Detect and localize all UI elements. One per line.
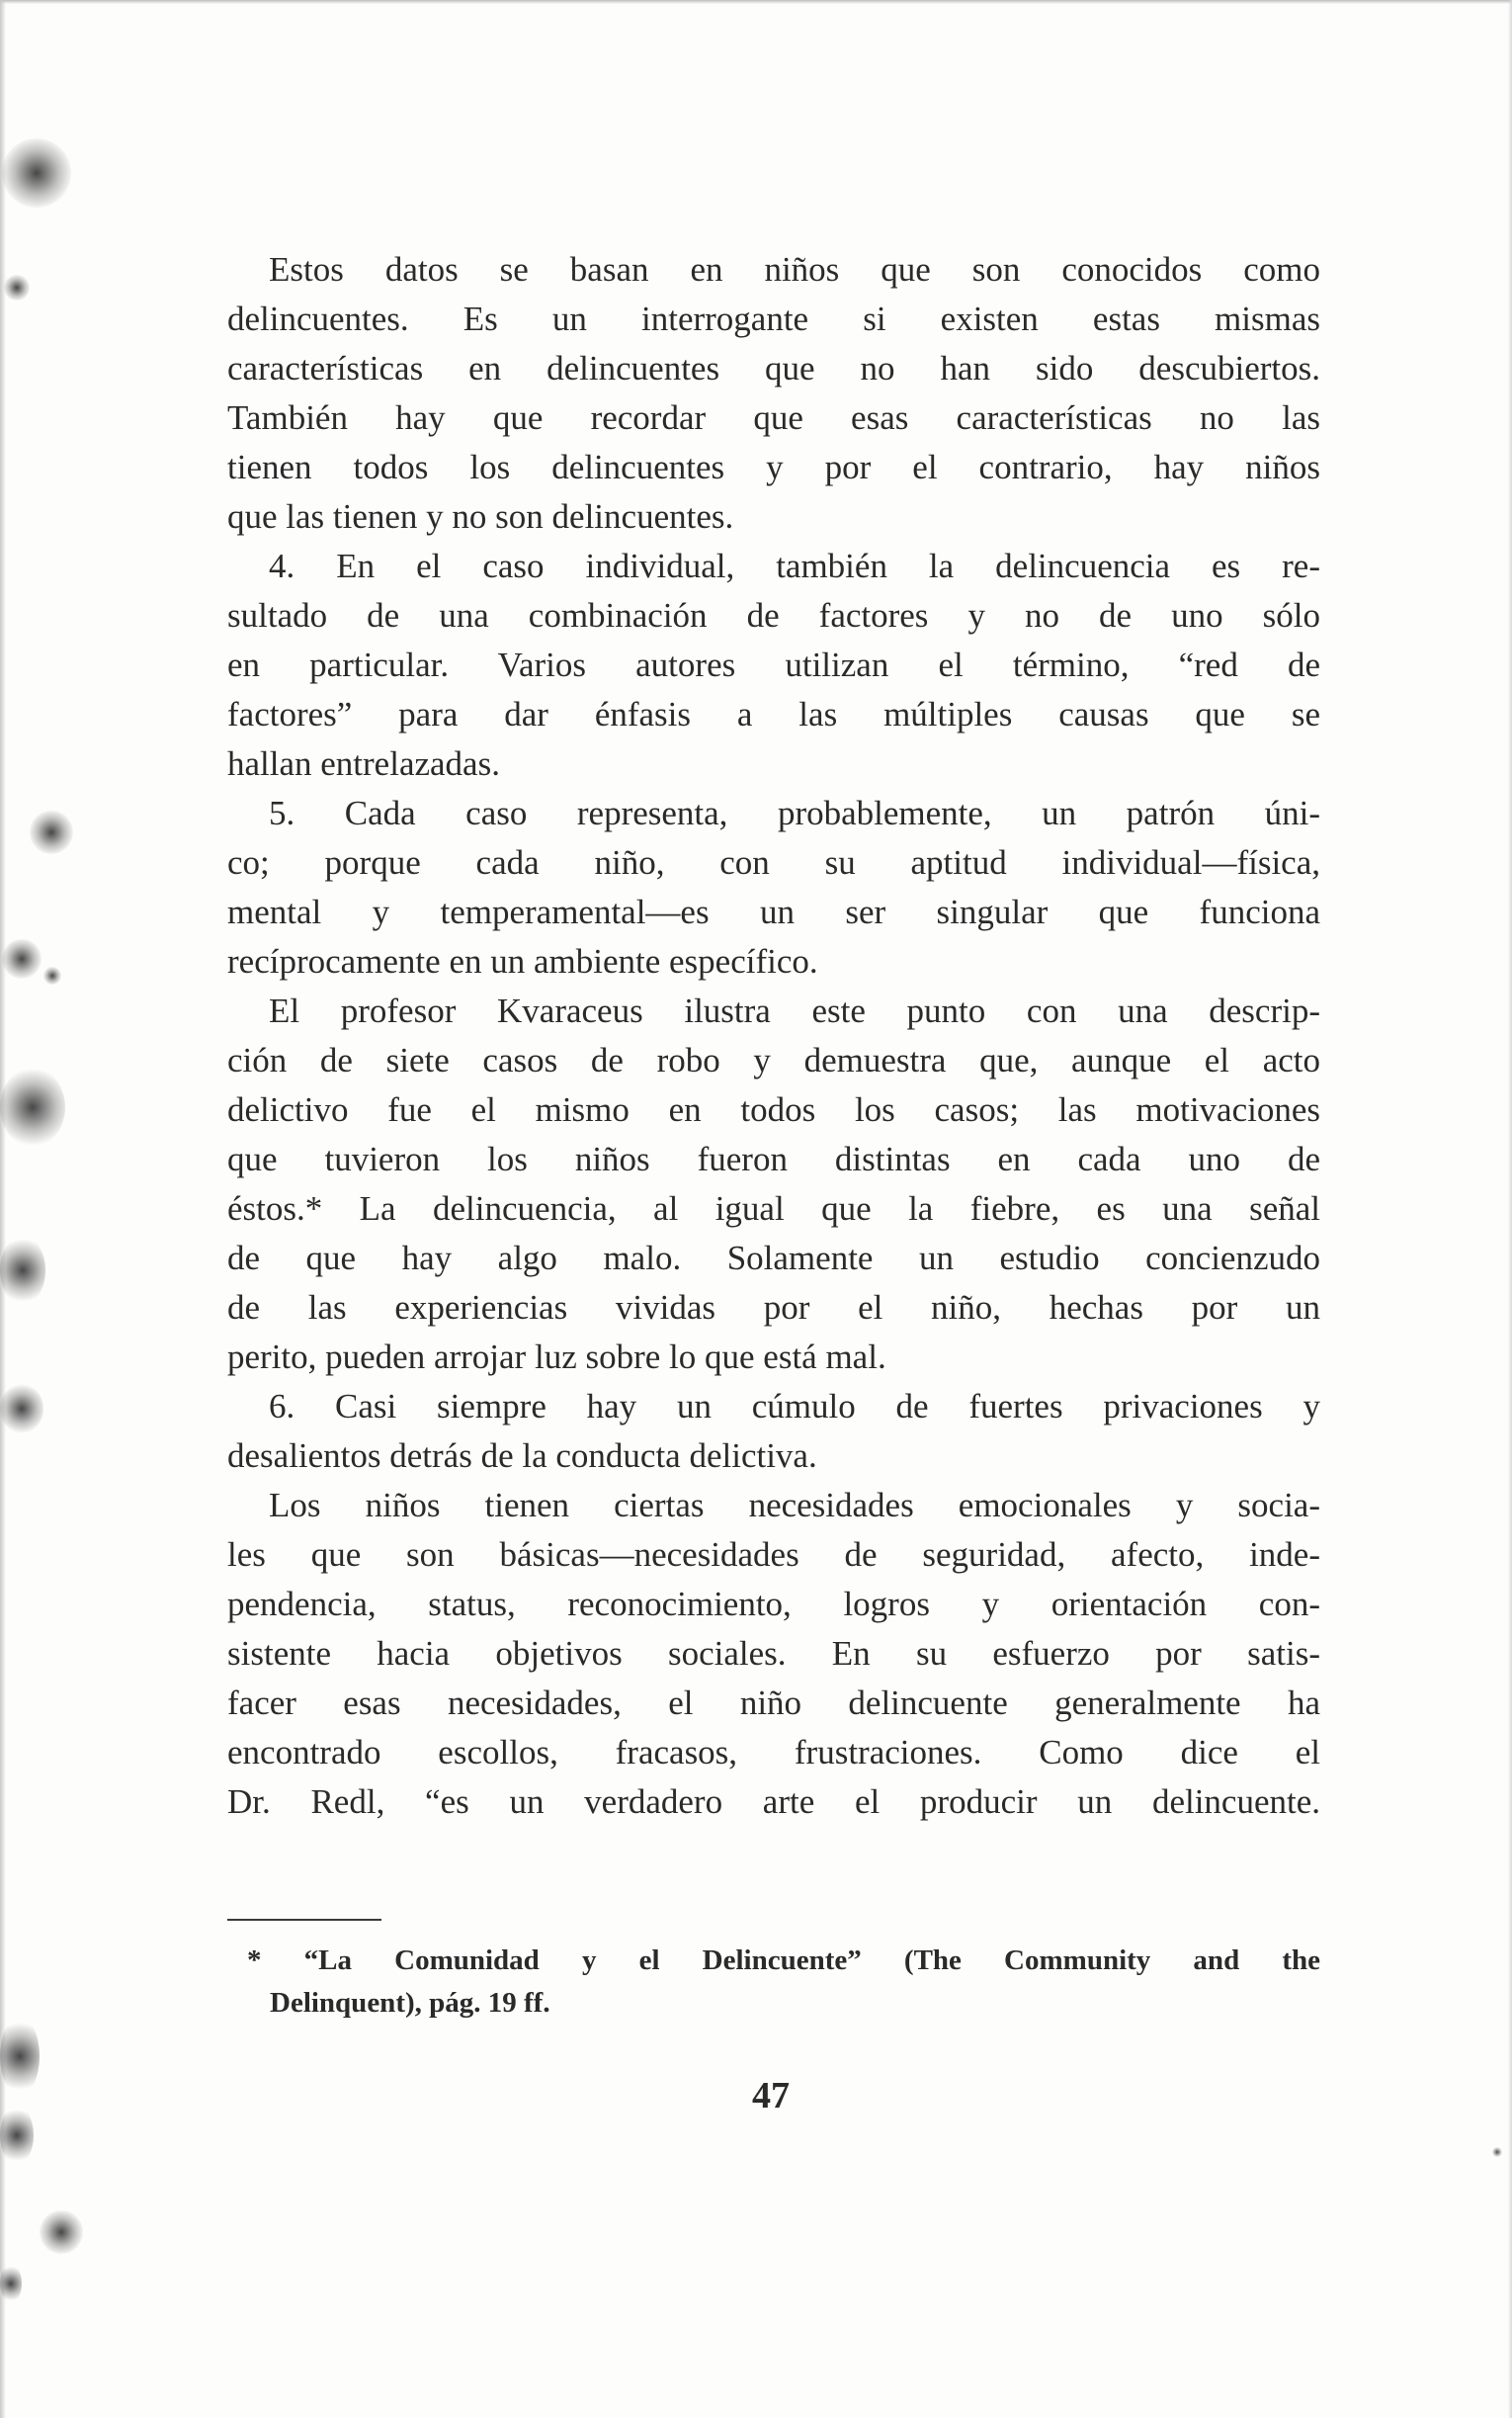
scan-blot: [2, 939, 42, 979]
scan-edge-top: [0, 0, 1512, 4]
scan-blot: [0, 2264, 22, 2303]
text-line: Estos datos se basan en niños que son conocidos como: [269, 250, 1320, 289]
text-line: factores” para dar énfasis a las múltiples causas que se: [227, 695, 1320, 734]
text-line: facer esas necesidades, el niño delincuente generalmente ha: [227, 1684, 1320, 1722]
text-line: 5. Cada caso representa, probablemente, un patrón úni-: [269, 794, 1320, 832]
text-line: sistente hacia objetivos sociales. En su esfuerzo por satis-: [227, 1634, 1320, 1673]
scan-blot: [0, 2017, 40, 2096]
text-line: que las tienen y no son delincuentes.: [227, 497, 734, 536]
text-line: perito, pueden arrojar luz sobre lo que está mal.: [227, 1338, 886, 1376]
scan-blot: [2, 138, 71, 208]
footnote-line: Delinquent), pág. 19 ff.: [270, 1987, 550, 2019]
body-text: [227, 245, 1320, 1827]
text-line: ción de siete casos de robo y demuestra que, aunque el acto: [227, 1041, 1320, 1079]
scan-blot: [0, 1068, 65, 1147]
scan-edge-right: [1508, 0, 1512, 2418]
text-line: sultado de una combinación de factores y no de uno sólo: [227, 596, 1320, 635]
text-line: delictivo fue el mismo en todos los casos; las motivaciones: [227, 1090, 1320, 1129]
text-line: co; porque cada niño, con su aptitud individual—física,: [227, 843, 1320, 882]
footnote-line: * “La Comunidad y el Delincuente” (The Community and the: [247, 1944, 1320, 1976]
text-line: pendencia, status, reconocimiento, logros y orientación con-: [227, 1585, 1320, 1623]
text-line: delincuentes. Es un interrogante si existen estas mismas: [227, 300, 1320, 338]
text-line: tienen todos los delincuentes y por el contrario, hay niños: [227, 448, 1320, 486]
text-line: en particular. Varios autores utilizan el término, “red de: [227, 646, 1320, 684]
text-line: de las experiencias vividas por el niño, hechas por un: [227, 1288, 1320, 1327]
text-line: características en delincuentes que no han sido descubiertos.: [227, 349, 1320, 388]
text-line: mental y temperamental—es un ser singular que funciona: [227, 893, 1320, 931]
scan-blot: [0, 1236, 45, 1305]
text-line: de que hay algo malo. Solamente un estudio concienzudo: [227, 1239, 1320, 1277]
text-line: desalientos detrás de la conducta delictiva.: [227, 1436, 817, 1475]
text-line: 4. En el caso individual, también la delincuencia es re-: [269, 547, 1320, 585]
text-line: Los niños tienen ciertas necesidades emocionales y socia-: [269, 1486, 1320, 1524]
text-line: El profesor Kvaraceus ilustra este punto con una descrip-: [269, 992, 1320, 1030]
scan-blot: [1492, 2147, 1502, 2157]
text-line: hallan entrelazadas.: [227, 744, 500, 783]
text-line: éstos.* La delincuencia, al igual que la fiebre, es una señal: [227, 1189, 1320, 1228]
text-line: que tuvieron los niños fueron distintas en cada uno de: [227, 1140, 1320, 1178]
text-line: les que son básicas—necesidades de seguridad, afecto, inde-: [227, 1535, 1320, 1574]
text-line: También hay que recordar que esas características no las: [227, 398, 1320, 437]
scan-blot: [30, 811, 73, 854]
scan-blot: [43, 967, 61, 985]
text-line: Dr. Redl, “es un verdadero arte el producir un delincuente.: [227, 1782, 1320, 1821]
scan-blot: [0, 2106, 34, 2165]
scan-blot: [40, 2210, 83, 2254]
text-line: 6. Casi siempre hay un cúmulo de fuertes privaciones y: [269, 1387, 1320, 1425]
footnote-divider: [227, 1919, 381, 1921]
scan-blot: [4, 275, 30, 301]
text-line: recíprocamente en un ambiente específico.: [227, 942, 818, 981]
text-line: encontrado escollos, fracasos, frustraciones. Como dice el: [227, 1733, 1320, 1771]
footnote: [247, 1940, 1320, 2025]
scan-blot: [0, 1384, 43, 1433]
page-number: 47: [752, 2075, 790, 2116]
